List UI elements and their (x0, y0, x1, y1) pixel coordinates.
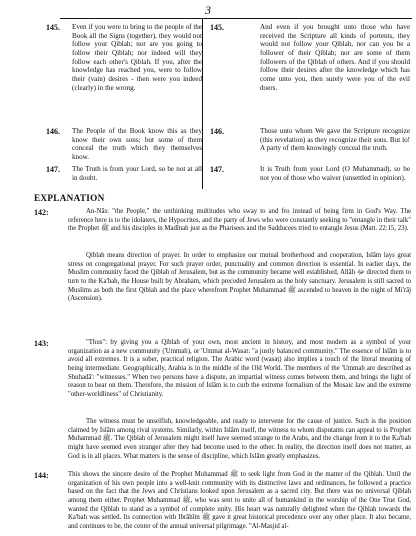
left-verse-text: The People of the Book know this as they know their own sons; but some of them conceal the truth which they themselves know. (72, 127, 202, 161)
page-number: 3 (205, 3, 211, 17)
note-paragraph: The witness must be unselfish, knowledgeable, and ready to intervene for the cause of justice. Such is the position claimed by Islām among rival systems. Similarly, within Islām itself, the witness to whom disputants can appeal to is Prophet Muhammad ﷺ. The Qiblah of Jerusalem might itself have seemed strange to the Arabs, and the change from it to the Ka'bah might have seemed even stranger after they had become used to the other. In reality, the direction itself does not matter, as God is in all places. What matters is the sense of discipline, which Islām greatly emphasizes. (68, 418, 411, 460)
column-divider (202, 19, 203, 189)
note-paragraph: An-Nās: "the People," the unthinking multitudes who sway to and fro instead of being firm in God's Way. The reference here is to the idolaters, the Hypocrites, and the party of Jews who were constantly seeking to "entangle in their talk" the Prophet ﷺ and his disciples in Madīnah just as the Pharisees and the Sadducees tried to entangle Jesus (Matt. 22:15, 23). (68, 208, 411, 233)
right-verse-text: It is Truth from your Lord (O Muhammad), so be not you of those who waiver (unsettled in opinion). (260, 165, 410, 182)
note-number: 142: (34, 208, 49, 217)
right-verse-number: 145. (210, 23, 224, 32)
section-heading: EXPLANATION (34, 193, 105, 203)
note-number: 143: (34, 339, 49, 348)
left-verse-number: 145. (46, 23, 60, 32)
right-verse-text: And even if you brought unto those who have received the Scripture all kinds of portents, they would not follow your Qiblah, nor can you be a follower of their Qiblah; nor are some of them followers of the Qiblah of others. And if you should follow their desires after the knowledge which has come unto you, then surely were you of the evil doers. (260, 23, 410, 92)
left-verse-number: 146. (46, 127, 60, 136)
right-verse-number: 147. (210, 165, 224, 174)
left-verse-text: The Truth is from your Lord, so be not at all in doubt. (72, 165, 202, 182)
top-rule (60, 18, 412, 19)
note-paragraph: "Thus": by giving you a Qiblah of your own, most ancient in history, and most modern as a symbol of your organization as a new community ('Ummah), or 'Ummat al-Wasat: "a justly balanced community." The essence of Islām is to avoid all extremes. It is a sober, practical religion. The Arabic word (wasaṭ) also implies a touch of the literal meaning of being intermediate. Geographically, Arabia is in the middle of the Old World. The members of the 'Ummah are described as Shuhadā': "witnesses." When two persons have a dispute, an impartial witness comes between them, and brings the light of reason to bear on them. Therefore, the mission of Islām is to curb the extreme formalism of the Mosaic law and the extreme "other-worldliness" of Christianity. (68, 339, 411, 398)
left-verse-number: 147. (46, 165, 60, 174)
right-verse-text: Those unto whom We gave the Scripture recognize (this revelation) as they recognize their sons. But lo! A party of them knowingly conceal the truth. (260, 127, 410, 153)
left-verse-text: Even if you were to bring to the people of the Book all the Signs (together), they would not follow your Qiblah; nor are you going to follow their Qiblah; nor indeed will they follow each other's Qiblah. If you, after the knowledge has reached you, were to follow their (vain) desires - then were you indeed (clearly) in the wrong. (72, 23, 202, 92)
note-paragraph: This shows the sincere desire of the Prophet Muhammad ﷺ to seek light from God in the matter of the Qiblah. Until the organization of his own people into a well-knit community with its distinctive laws and ordinances, he followed a practice based on the fact that the Jews and Christians looked upon Jerusalem as a sacred city. But there was no universal Qiblah among them either. Prophet Muhammad ﷺ, who was sent to unite all of humankind in the worship of the One True God, wanted the Qiblah to stand as a symbol of complete unity. His heart was naturally delighted when the Qiblah towards the Ka'bah was settled. Its connection with Ibrāhīm ﷺ gave it great historical precedence over any other place. It also became, and continues to be, the center of the annual universal pilgrimage. "Al-Masjid al- (68, 471, 411, 530)
right-verse-number: 146. (210, 127, 224, 136)
note-number: 144: (34, 471, 49, 480)
note-paragraph: Qiblah means direction of prayer. In order to emphasize our mutual brotherhood and cooperation, Islām lays great stress on congregational prayer. For such prayer order, punctuality and common direction is essential. In earlier days, the Muslim community faced the Qiblah of Jerusalem, but as the community became well established, Allāh ﷻ directed them to turn to the Ka'bah, the House built by Abraham, which preceded Jerusalem as the holy sanctuary. Jerusalem is still sacred to Muslims as both the first Qiblah and the place wherefrom Prophet Muhammad ﷺ ascended to heaven in the night of Mi'rāj (Ascension). (68, 252, 411, 303)
